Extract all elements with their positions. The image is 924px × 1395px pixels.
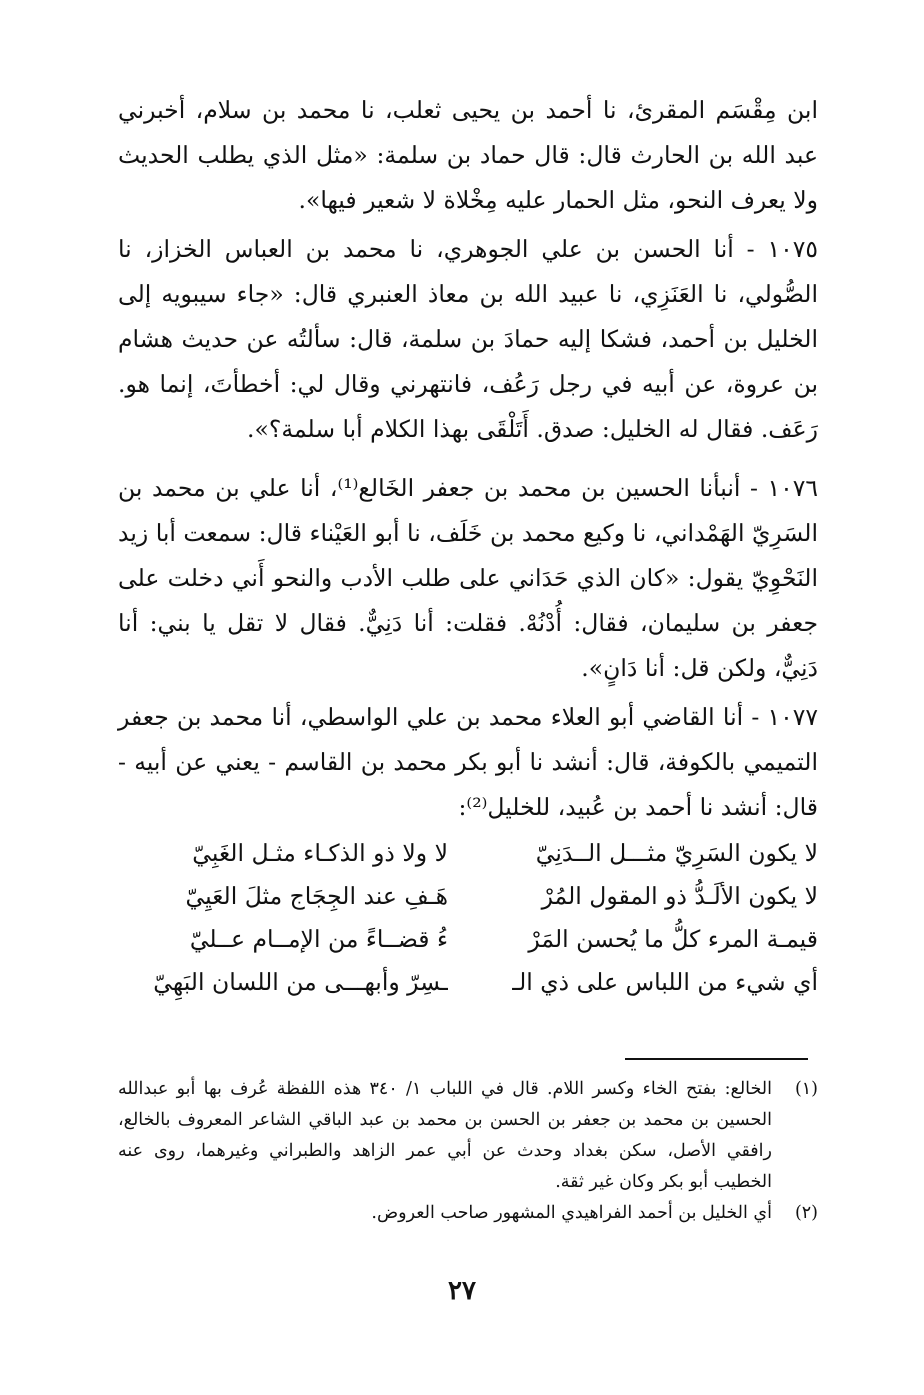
footnote-text: الخالع: بفتح الخاء وكسر اللام. قال في اللباب ١/ ٣٤٠ هذه اللفظة عُرف بها أبو عبدالله الحسين بن محمد بن جعفر بن الحسن بن محمد بن عبد الباقي الشاعر المعروف بالخالع، رافقي الأصل، سكن بغداد وحدث عن أبي عمر الزاهد والطبراني وغيرهما، روى عنه الخطيب أبو بكر وكان غير ثقة. [118,1079,772,1192]
footnote-number: (١) [794,1079,818,1099]
footnote-text: أي الخليل بن أحمد الفراهيدي المشهور صاحب العروض. [371,1203,772,1223]
verse-first-hemistich: لا يكون الألَـدُّ ذو المقول المُرْ [541,882,818,910]
main-text [118,88,818,1004]
footnotes [118,1074,818,1229]
footnote [118,1074,818,1198]
verse-first-hemistich: لا يكون السَرِيّ مثـــل الــدَنِيّ [535,839,818,867]
verse [118,918,818,961]
verse-first-hemistich: أي شيء من اللباس على ذي الـ [512,968,818,996]
page-number: ٢٧ [448,1276,476,1306]
footnote-separator [625,1058,808,1060]
paragraph: ١٠٧٥ - أنا الحسن بن علي الجوهري، نا محمد بن العباس الخزاز، نا الصُّولي، نا العَنَزِي، نا عبيد الله بن معاذ العنبري قال: «جاء سيبويه إلى الخليل بن أحمد، فشكا إليه حمادَ بن سلمة، قال: سألتُه عن حديث هشام بن عروة، عن أبيه في رجل رَعُف، فانتهرني وقال لي: أخطأتَ، إنما هو. رَعَف. فقال له الخليل: صدق. أَتَلْقَى بهذا الكلام أبا سلمة؟». [118,235,818,443]
verse-second-hemistich: هَـفِ عند الجِجَاج مثلَ العَيِيّ [185,882,448,910]
paragraph: ١٠٧٧ - أنا القاضي أبو العلاء محمد بن علي الواسطي، أنا محمد بن جعفر التميمي بالكوفة، قال: أنشد نا أبو بكر محمد بن القاسم - يعني عن أبيه - قال: أنشد نا أحمد بن عُبيد، للخليل⁽²⁾: [118,703,818,821]
paragraph: ابن مِقْسَم المقرئ، نا أحمد بن يحيى ثعلب، نا محمد بن سلام، أخبرني عبد الله بن الحارث قال: قال حماد بن سلمة: «مثل الذي يطلب الحديث ولا يعرف النحو، مثل الحمار عليه مِخْلاة لا شعير فيها». [118,96,818,214]
footnote-number: (٢) [794,1203,818,1223]
footnote [118,1198,818,1229]
verse [118,961,818,1004]
verse-second-hemistich: ـسِرّ وأبهـــى من اللسان البَهِيّ [153,968,448,996]
verse-first-hemistich: قيمـة المرء كلُّ ما يُحسن المَرْ [528,925,818,953]
verse-second-hemistich: ءُ قضــاءً من الإمــام عــليّ [189,925,448,953]
verse [118,875,818,918]
poem [118,832,818,1004]
verse [118,832,818,875]
paragraph: ١٠٧٦ - أنبأنا الحسين بن محمد بن جعفر الخَالع⁽¹⁾، أنا علي بن محمد بن السَرِيّ الهَمْداني، نا وكيع محمد بن خَلَف، نا أبو العَيْناء قال: سمعت أبا زيد النَحْوِيّ يقول: «كان الذي حَدَاني على طلب الأدب والنحو أَني دخلت على جعفر بن سليمان، فقال: أُدْنُهْ. فقلت: أنا دَنِيٌّ. فقال لا تقل يا بني: أنا دَنِيٌّ، ولكن قل: أنا دَانٍ». [118,474,818,682]
verse-second-hemistich: لا ولا ذو الذكـاء مثـل الغَبِيّ [192,839,448,867]
